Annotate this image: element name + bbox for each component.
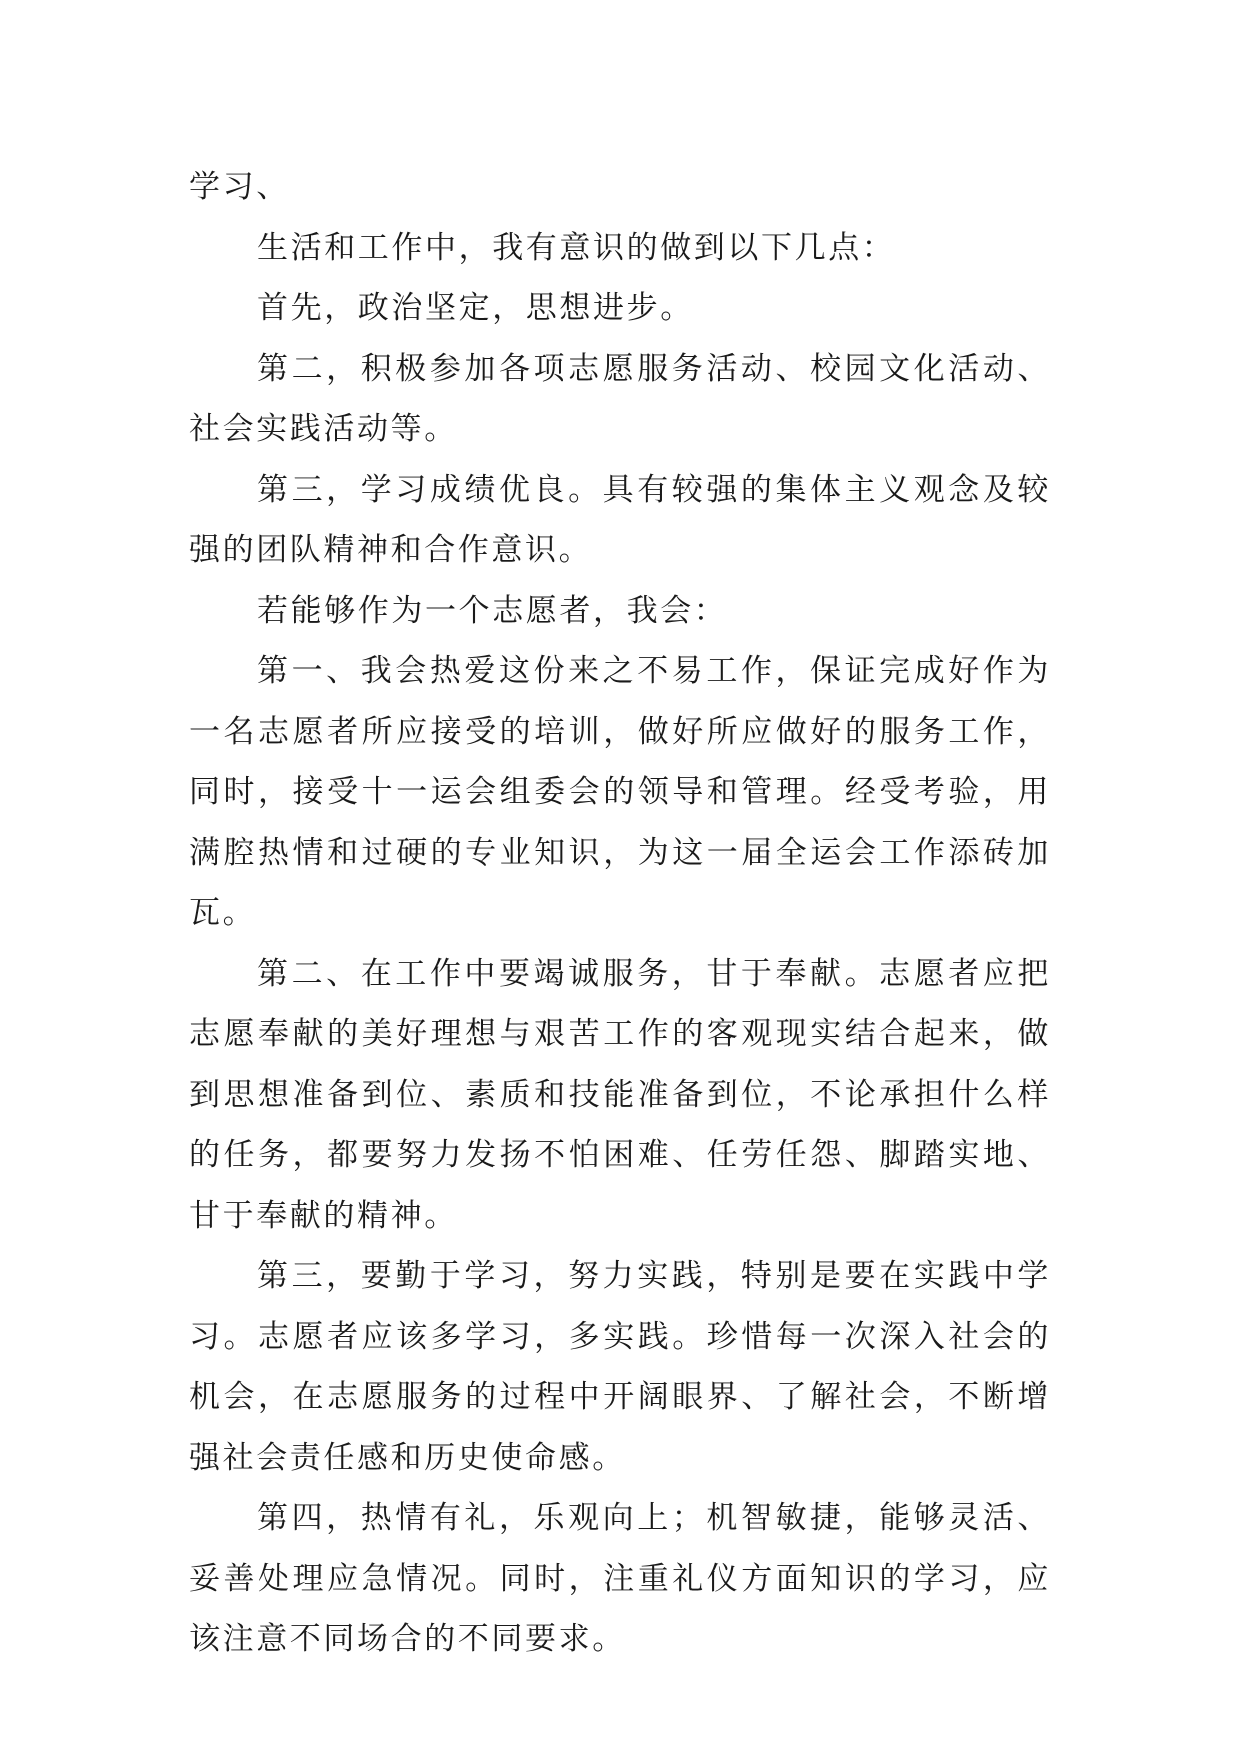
paragraph-point-third: 第三，学习成绩优良。具有较强的集体主义观念及较强的团队精神和合作意识。: [189, 471, 1051, 568]
paragraph-point-first: 首先，政治坚定，思想进步。: [257, 290, 694, 326]
document-body: [189, 157, 1051, 1670]
paragraph-commitment-one: 第一、我会热爱这份来之不易工作，保证完成好作为一名志愿者所应接受的培训，做好所应做好的服务工作，同时，接受十一运会组委会的领导和管理。经受考验，用满腔热情和过硬的专业知识，为这一届全运会工作添砖加瓦。: [189, 653, 1051, 931]
paragraph-point-second: 第二，积极参加各项志愿服务活动、校园文化活动、社会实践活动等。: [189, 350, 1051, 447]
paragraph-volunteer-intro: 若能够作为一个志愿者，我会：: [257, 592, 728, 629]
paragraph-continuation: 学习、: [189, 169, 290, 205]
paragraph-commitment-two: 第二、在工作中要竭诚服务，甘于奉献。志愿者应把志愿奉献的美好理想与艰苦工作的客观现实结合起来，做到思想准备到位、素质和技能准备到位，不论承担什么样的任务，都要努力发扬不怕困难、任劳任怨、脚踏实地、甘于奉献的精神。: [189, 955, 1051, 1234]
paragraph-commitment-four: 第四，热情有礼，乐观向上；机智敏捷，能够灵活、妥善处理应急情况。同时，注重礼仪方面知识的学习，应该注意不同场合的不同要求。: [189, 1500, 1051, 1657]
paragraph-commitment-three: 第三，要勤于学习，努力实践，特别是要在实践中学习。志愿者应该多学习，多实践。珍惜每一次深入社会的机会，在志愿服务的过程中开阔眼界、了解社会，不断增强社会责任感和历史使命感。: [189, 1258, 1051, 1476]
paragraph-intro: 生活和工作中，我有意识的做到以下几点：: [257, 229, 896, 266]
